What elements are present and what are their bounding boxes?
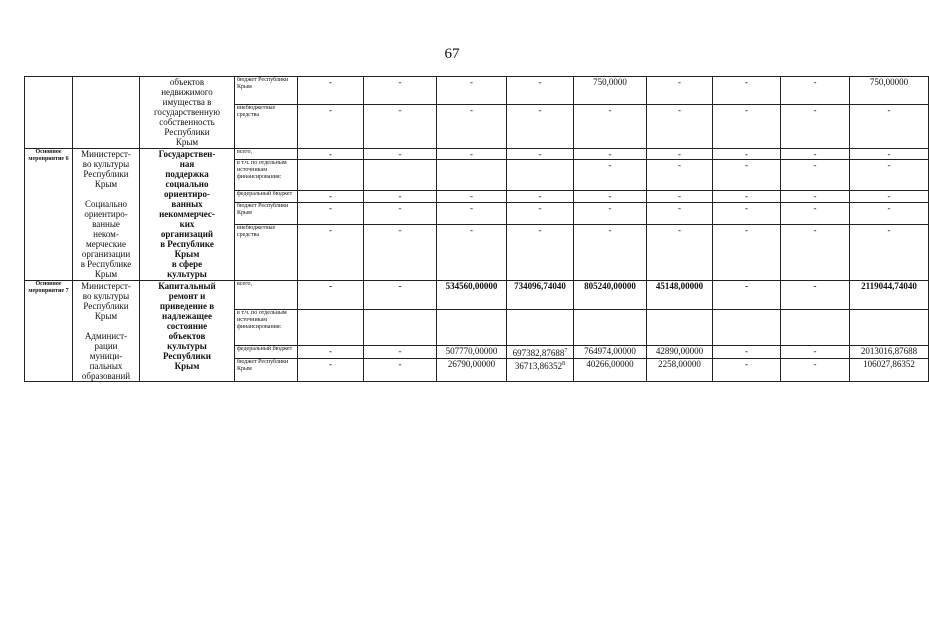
value-cell: 697382,87688$^7$ <box>507 345 574 359</box>
value-cell: - <box>364 191 437 203</box>
measure-name-line: Республики <box>163 351 211 361</box>
value-cell: - <box>364 225 437 281</box>
value-cell <box>298 310 364 345</box>
executor-line: образований <box>81 371 131 381</box>
value-cell: - <box>574 225 647 281</box>
value-cell: - <box>574 191 647 203</box>
measure-name-line: надлежащее <box>162 311 212 321</box>
measure-name-line: организаций <box>160 229 214 239</box>
value-cell: - <box>437 77 507 105</box>
executor-line <box>75 189 137 199</box>
value-cell <box>647 310 713 345</box>
executor-cell <box>73 149 140 281</box>
value-cell: - <box>647 203 713 225</box>
measure-name-line: культуры <box>167 269 207 279</box>
value-cell: - <box>713 225 781 281</box>
value-cell <box>507 310 574 345</box>
value-cell: - <box>298 359 364 382</box>
executor-line: Республики <box>83 169 129 179</box>
value-cell: - <box>574 203 647 225</box>
executor-line: во культуры <box>82 291 130 301</box>
value-cell: 40266,00000 <box>574 359 647 382</box>
value-cell: 734096,74040 <box>507 281 574 310</box>
value-cell: - <box>713 105 781 149</box>
value-cell: - <box>437 149 507 160</box>
measure-name-line: социально <box>165 179 209 189</box>
value-cell: - <box>713 160 781 191</box>
measure-code: Основное мероприятие 6 <box>25 149 73 281</box>
measure-name-line: ремонт и <box>168 291 206 301</box>
value-cell: - <box>364 281 437 310</box>
value-cell: - <box>298 191 364 203</box>
executor-line: рации <box>94 341 118 351</box>
value-cell <box>364 310 437 345</box>
value-cell: - <box>647 105 713 149</box>
measure-name-line: имущества в <box>162 97 212 107</box>
measure-name-line: Республики <box>164 127 210 137</box>
value-cell: - <box>850 191 929 203</box>
table-row <box>25 281 929 310</box>
executor-line: Крым <box>94 311 118 321</box>
measure-name-line: некоммерчес- <box>159 209 215 219</box>
value-cell: - <box>298 345 364 359</box>
value-cell: - <box>781 345 850 359</box>
value-cell: - <box>437 105 507 149</box>
value-cell: 2013016,87688 <box>850 345 929 359</box>
measure-name-line: Крым <box>174 249 200 259</box>
value-cell: - <box>781 225 850 281</box>
value-cell: - <box>507 203 574 225</box>
measure-name-cell <box>140 77 235 149</box>
value-cell: - <box>507 191 574 203</box>
value-cell: - <box>437 225 507 281</box>
value-cell: - <box>713 77 781 105</box>
value-cell <box>437 310 507 345</box>
value-cell: 805240,00000 <box>574 281 647 310</box>
measure-name-line: в сфере <box>171 259 203 269</box>
value-cell: - <box>364 203 437 225</box>
funding-source: всего, <box>235 149 298 160</box>
value-cell: - <box>298 77 364 105</box>
measure-name-line: культуры <box>167 341 207 351</box>
table-row <box>25 149 929 160</box>
funding-source: федеральный бюджет <box>235 345 298 359</box>
value-cell: - <box>298 105 364 149</box>
value-cell: - <box>781 149 850 160</box>
value-cell: 106027,86352 <box>850 359 929 382</box>
funding-source: всего, <box>235 281 298 310</box>
value-cell: 507770,00000 <box>437 345 507 359</box>
measure-name-line: ориентиро- <box>164 189 210 199</box>
executor-line: ориентиро- <box>84 209 128 219</box>
value-cell <box>298 160 364 191</box>
table-row <box>25 77 929 105</box>
executor-line: Министерст- <box>81 281 131 291</box>
measure-name-line: ная <box>179 159 195 169</box>
value-cell: 42890,00000 <box>647 345 713 359</box>
value-cell: - <box>574 105 647 149</box>
value-cell: - <box>364 149 437 160</box>
executor-line <box>75 321 137 331</box>
value-cell: - <box>781 281 850 310</box>
value-cell: 45148,00000 <box>647 281 713 310</box>
executor-line: во культуры <box>82 159 130 169</box>
value-cell: - <box>298 281 364 310</box>
value-cell: - <box>298 203 364 225</box>
value-cell: - <box>574 149 647 160</box>
measure-name-line: приведение в <box>159 301 215 311</box>
footnote-mark: 7 <box>564 347 568 354</box>
value-cell: - <box>364 359 437 382</box>
executor-line: Крым <box>94 269 118 279</box>
value-cell: - <box>781 191 850 203</box>
funding-source: внебюджетные средства <box>235 225 298 281</box>
executor-line: мерческие <box>86 239 126 249</box>
value-cell: - <box>507 149 574 160</box>
value-cell: - <box>850 225 929 281</box>
executor-line: Республики <box>83 301 129 311</box>
value-cell: - <box>437 191 507 203</box>
measure-name-line: Крым <box>174 361 200 371</box>
value-cell: - <box>507 225 574 281</box>
value-cell <box>574 310 647 345</box>
funding-source: бюджет Республики Крым <box>235 203 298 225</box>
value-cell: 750,0000 <box>574 77 647 105</box>
measure-name-line: Крым <box>175 137 199 147</box>
measure-name-line: Капитальный <box>158 281 216 291</box>
value-cell <box>507 160 574 191</box>
value-cell <box>713 310 781 345</box>
funding-source: в т.ч. по отдельным источникам финансирования: <box>235 310 298 345</box>
value-cell: - <box>850 203 929 225</box>
budget-table <box>24 76 929 382</box>
funding-source: бюджет Республики Крым <box>235 359 298 382</box>
value-cell: - <box>647 149 713 160</box>
value-cell: - <box>713 203 781 225</box>
value-cell: - <box>364 345 437 359</box>
page-number: 67 <box>444 46 460 62</box>
value-cell: 764974,00000 <box>574 345 647 359</box>
executor-cell <box>73 77 140 149</box>
funding-source: в т.ч. по отдельным источникам финансирования: <box>235 160 298 191</box>
value-cell: - <box>364 105 437 149</box>
measure-name-line: в Республике <box>160 239 214 249</box>
measure-code <box>25 77 73 149</box>
measure-name-line: объектов <box>168 331 206 341</box>
value-cell: - <box>781 160 850 191</box>
measure-name-line: поддержка <box>165 169 209 179</box>
value-cell: - <box>647 77 713 105</box>
value-cell: - <box>437 203 507 225</box>
executor-line: Админист- <box>84 331 128 341</box>
measure-name-line: собственность <box>159 117 215 127</box>
value-cell: - <box>298 149 364 160</box>
value-cell: - <box>850 149 929 160</box>
value-cell: 2258,00000 <box>647 359 713 382</box>
value-cell: - <box>713 191 781 203</box>
measure-name-cell <box>140 281 235 382</box>
value-cell: - <box>647 191 713 203</box>
executor-line: Министерст- <box>81 149 131 159</box>
footnote-mark: 8 <box>562 361 566 368</box>
value-cell: - <box>713 281 781 310</box>
measure-name-line: объектов <box>169 77 205 87</box>
value-cell: - <box>364 77 437 105</box>
value-cell <box>850 310 929 345</box>
value-cell: 36713,86352$^8$ <box>507 359 574 382</box>
value-cell: - <box>850 160 929 191</box>
value-cell: - <box>781 77 850 105</box>
value-cell <box>437 160 507 191</box>
value-cell: - <box>713 149 781 160</box>
value-cell: - <box>574 160 647 191</box>
executor-line: муници- <box>89 351 123 361</box>
funding-source: бюджет Республики Крым <box>235 77 298 105</box>
value-cell: - <box>647 160 713 191</box>
value-cell: - <box>507 77 574 105</box>
value-cell: - <box>647 225 713 281</box>
measure-name-line: Государствен- <box>158 149 216 159</box>
measure-name-line: государственную <box>153 107 221 117</box>
executor-line: Крым <box>94 179 118 189</box>
executor-line: Социально <box>84 199 128 209</box>
measure-name-cell <box>140 149 235 281</box>
value-cell: 750,00000 <box>850 77 929 105</box>
value-cell: - <box>781 203 850 225</box>
executor-line: ванные <box>92 219 120 229</box>
measure-name-line: состояние <box>166 321 208 331</box>
value-cell <box>364 160 437 191</box>
executor-line: пальных <box>89 361 123 371</box>
funding-source: внебюджетные средства <box>235 105 298 149</box>
value-cell: - <box>850 105 929 149</box>
executor-line: неком- <box>93 229 119 239</box>
value-cell: 2119044,74040 <box>850 281 929 310</box>
value-cell: - <box>781 105 850 149</box>
value-cell <box>781 310 850 345</box>
measure-name-line: ких <box>179 219 195 229</box>
value-cell: 26790,00000 <box>437 359 507 382</box>
value-cell: - <box>507 105 574 149</box>
value-cell: - <box>713 359 781 382</box>
executor-line: в Республике <box>80 259 132 269</box>
measure-name-line: ванных <box>171 199 203 209</box>
executor-line: организации <box>81 249 131 259</box>
value-cell: 534560,00000 <box>437 281 507 310</box>
measure-name-line: недвижимого <box>161 87 213 97</box>
executor-cell <box>73 281 140 382</box>
value-cell: - <box>781 359 850 382</box>
value-cell: - <box>713 345 781 359</box>
value-cell: - <box>298 225 364 281</box>
funding-source: федеральный бюджет <box>235 191 298 203</box>
measure-code: Основное мероприятие 7 <box>25 281 73 382</box>
